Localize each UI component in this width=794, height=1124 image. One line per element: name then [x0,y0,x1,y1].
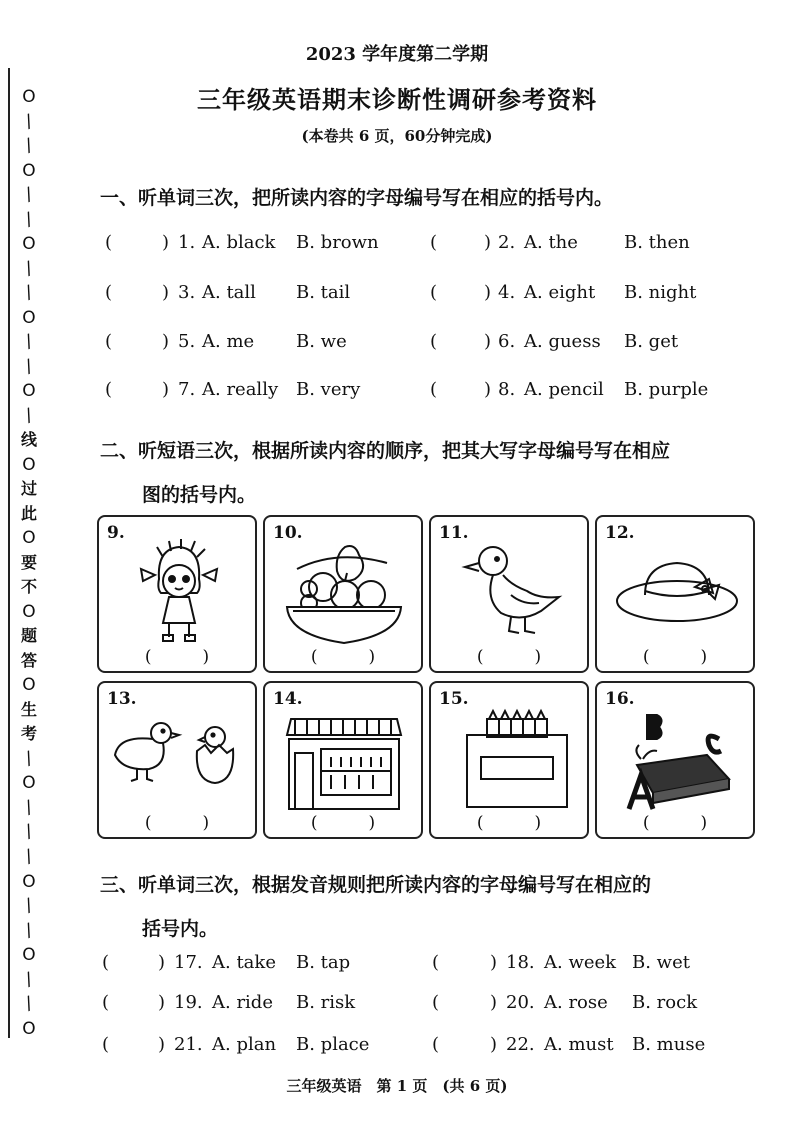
question-row [100,232,740,262]
answer-blank[interactable]: ( ) [476,647,542,667]
margin-char: / [22,281,36,304]
question-number: 21. [174,1034,203,1055]
girl-icon [109,539,247,647]
option-a: A. pencil [524,379,604,400]
question-number: 19. [174,992,203,1013]
margin-char: O [22,454,36,475]
margin-char: O [22,307,36,328]
answer-paren-open[interactable]: ( [432,1034,440,1055]
margin-char: 生 [20,699,37,719]
picture-number: 10. [273,523,303,543]
option-a: A. the [524,232,578,253]
question-number: 7. [178,379,196,400]
question-number: 22. [506,1034,535,1055]
answer-paren-close[interactable]: ) [158,952,166,973]
question-number: 18. [506,952,535,973]
option-b: B. we [296,331,347,352]
picture-12 [595,515,755,673]
answer-paren-open[interactable]: ( [430,282,438,303]
margin-char: / [22,845,36,868]
margin-char: / [22,919,36,941]
chicks-icon [109,705,247,813]
margin-char: O [22,871,36,892]
answer-paren-close[interactable]: ) [158,992,166,1013]
option-a: A. week [544,952,617,973]
margin-char: / [22,968,36,990]
answer-blank[interactable]: ( ) [476,813,542,833]
margin-char: / [22,330,36,353]
margin-char: O [22,601,36,622]
option-b: B. purple [624,379,709,400]
answer-paren-close[interactable]: ) [490,1034,498,1055]
answer-paren-close[interactable]: ) [162,379,170,400]
picture-number: 13. [107,689,137,709]
picture-10 [263,515,423,673]
option-b: B. rock [632,992,698,1013]
margin-char: / [22,110,36,132]
margin-char: / [22,183,36,206]
margin-char: / [22,821,36,843]
margin-char: 线 [20,430,37,450]
picture-15 [429,681,589,839]
option-b: B. tap [296,952,351,973]
abc-book-icon [607,705,745,813]
answer-paren-close[interactable]: ) [158,1034,166,1055]
option-b: B. tail [296,282,351,303]
picture-number: 16. [605,689,635,709]
question-number: 3. [178,282,196,303]
question-row [100,331,740,361]
question-row [100,282,740,312]
answer-paren-close[interactable]: ) [484,282,492,303]
margin-char: / [22,894,36,917]
option-a: A. black [202,232,276,253]
option-a: A. me [202,331,255,352]
term-label: 2023 学年度第二学期 [305,44,489,65]
margin-char: O [22,87,36,107]
question-number: 20. [506,992,535,1013]
answer-blank[interactable]: ( ) [144,813,210,833]
margin-char: 过 [20,479,37,499]
margin-char: O [22,1018,36,1039]
margin-char: 答 [20,650,37,670]
answer-paren-open[interactable]: ( [432,952,440,973]
crayons-icon [441,705,579,813]
option-b: B. get [624,331,679,352]
answer-paren-open[interactable]: ( [102,992,110,1013]
picture-number: 11. [439,523,469,543]
option-b: B. muse [632,1034,706,1055]
answer-paren-close[interactable]: ) [162,331,170,352]
margin-char: O [22,160,36,181]
option-b: B. then [624,232,690,253]
question-row [100,1034,740,1064]
binding-line [8,68,10,1038]
picture-13 [97,681,257,839]
question-row [100,379,740,409]
option-a: A. must [544,1034,614,1055]
binding-margin-text [18,88,40,1038]
picture-number: 14. [273,689,303,709]
question-row [100,952,740,982]
answer-blank[interactable]: ( ) [310,813,376,833]
margin-char: / [22,796,36,819]
picture-number: 9. [107,523,125,543]
answer-paren-open[interactable]: ( [430,379,438,400]
duck-icon [441,539,579,647]
question-number: 5. [178,331,196,352]
margin-char: O [22,945,36,966]
answer-paren-open[interactable]: ( [432,992,440,1013]
shop-icon [275,705,413,813]
option-a: A. really [202,379,279,400]
hat-icon [607,539,745,647]
margin-char: 考 [20,724,37,744]
margin-char: / [22,992,36,1015]
margin-char: / [22,404,36,427]
answer-paren-close[interactable]: ) [484,379,492,400]
answer-paren-open[interactable]: ( [102,1034,110,1055]
answer-paren-open[interactable]: ( [430,232,438,253]
answer-paren-close[interactable]: ) [484,232,492,253]
answer-paren-close[interactable]: ) [162,232,170,253]
answer-paren-open[interactable]: ( [105,379,113,400]
option-b: B. very [296,379,361,400]
option-a: A. eight [524,282,596,303]
answer-paren-open[interactable]: ( [105,331,113,352]
picture-14 [263,681,423,839]
picture-9 [97,515,257,673]
margin-char: / [22,134,36,157]
option-a: A. plan [212,1034,277,1055]
margin-char: O [22,773,36,794]
answer-paren-close[interactable]: ) [490,992,498,1013]
question-number: 2. [498,232,516,253]
margin-char: 要 [20,552,37,572]
answer-paren-close[interactable]: ) [162,282,170,303]
margin-char: 不 [20,577,37,597]
section3-heading: 三、听单词三次，根据发音规则把所读内容的字母编号写在相应的 括号内。 [100,874,652,940]
option-a: A. ride [212,992,273,1013]
picture-number: 12. [605,523,635,543]
option-b: B. night [624,282,697,303]
question-number: 6. [498,331,516,352]
option-b: B. risk [296,992,356,1013]
picture-11 [429,515,589,673]
question-row [100,992,740,1022]
margin-char: O [22,675,36,696]
picture-grid [97,515,755,841]
question-number: 17. [174,952,203,973]
margin-char: / [22,747,36,770]
margin-char: O [22,381,36,402]
option-a: A. take [212,952,276,973]
picture-number: 15. [439,689,469,709]
answer-paren-open[interactable]: ( [105,282,113,303]
answer-paren-open[interactable]: ( [430,331,438,352]
option-a: A. tall [202,282,256,303]
section2-heading: 二、听短语三次，根据所读内容的顺序，把其大写字母编号写在相应 图的括号内。 [100,440,671,506]
question-number: 1. [178,232,196,253]
picture-16 [595,681,755,839]
page-footer: 三年级英语 第 1 页 (共 6 页) [286,1077,508,1095]
answer-blank[interactable]: ( ) [642,647,708,667]
answer-blank[interactable]: ( ) [310,647,376,667]
answer-blank[interactable]: ( ) [144,647,210,667]
margin-char: 题 [20,626,37,646]
page-subtitle: (本卷共 6 页，60分钟完成) [301,127,493,145]
option-a: A. guess [524,331,601,352]
option-b: B. place [296,1034,370,1055]
answer-paren-open[interactable]: ( [102,952,110,973]
margin-char: O [22,528,36,549]
answer-paren-close[interactable]: ) [484,331,492,352]
margin-char: / [22,208,36,231]
margin-char: 此 [20,503,37,523]
question-number: 4. [498,282,516,303]
margin-char: O [22,234,36,255]
margin-char: / [22,355,36,378]
margin-char: / [22,257,36,280]
question-number: 8. [498,379,516,400]
fruit-bowl-icon [275,539,413,647]
answer-paren-close[interactable]: ) [490,952,498,973]
option-b: B. brown [296,232,379,253]
section1-heading: 一、听单词三次，把所读内容的字母编号写在相应的括号内。 [100,187,614,209]
page-title: 三年级英语期末诊断性调研参考资料 [197,85,597,114]
option-a: A. rose [544,992,608,1013]
option-b: B. wet [632,952,690,973]
answer-blank[interactable]: ( ) [642,813,708,833]
answer-paren-open[interactable]: ( [105,232,113,253]
